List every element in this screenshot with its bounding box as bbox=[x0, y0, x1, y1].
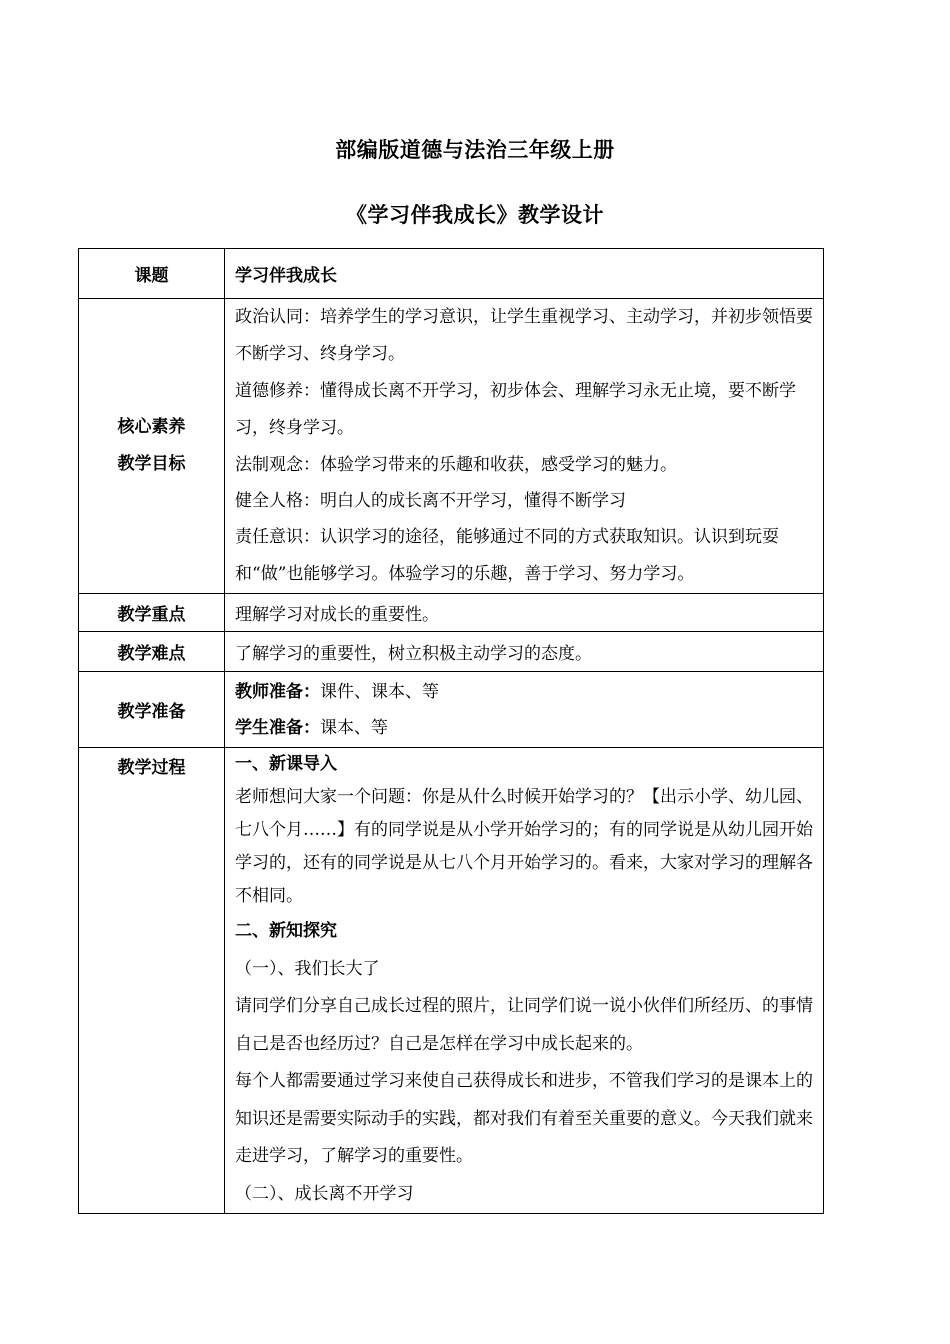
process-value bbox=[225, 748, 824, 1214]
prep-value bbox=[225, 672, 824, 748]
teacher-prep bbox=[235, 674, 815, 710]
teacher-prep-value: 课件、课本、等 bbox=[320, 681, 439, 702]
student-prep-value: 课本、等 bbox=[320, 717, 388, 738]
process-sub1-text2: 每个人都需要通过学习来使自己获得成长和进步，不管我们学习的是课本上的知识还是需要实际动手的实践，都对我们有着至关重要的意义。今天我们就来走进学习，了解学习的重要性。 bbox=[235, 1071, 813, 1166]
difficulty-label: 教学难点 bbox=[79, 632, 225, 672]
process-sec1-text: 老师想问大家一个问题：你是从什么时候开始学习的？【出示小学、幼儿园、七八个月……】有的同学说是从小学开始学习的；有的同学说是从幼儿园开始学习的，还有的同学说是从七八个月开始学习的。看来，大家对学习的理解各不相同。 bbox=[235, 787, 813, 906]
key-value: 理解学习对成长的重要性。 bbox=[225, 594, 824, 632]
process-sec1-heading: 一、新课导入 bbox=[235, 754, 337, 774]
process-label-text: 教学过程 bbox=[117, 758, 186, 778]
goal-political: 政治认同：培养学生的学习意识，让学生重视学习、主动学习，并初步领悟要不断学习、终身学习。 bbox=[235, 307, 813, 364]
row-preparation bbox=[79, 672, 824, 748]
goals-label-line1: 核心素养 bbox=[117, 417, 186, 437]
process-sub1-text1: 请同学们分享自己成长过程的照片，让同学们说一说小伙伴们所经历、的事情自己是否也经历过？自己是怎样在学习中成长起来的。 bbox=[235, 996, 813, 1054]
topic-label: 课题 bbox=[79, 249, 225, 299]
key-label: 教学重点 bbox=[79, 594, 225, 632]
goals-label-line2: 教学目标 bbox=[117, 454, 186, 474]
student-prep bbox=[235, 710, 815, 746]
lesson-plan-table bbox=[78, 248, 824, 1214]
goal-law: 法制观念：体验学习带来的乐趣和收获，感受学习的魅力。 bbox=[235, 455, 677, 475]
process-label bbox=[79, 748, 225, 1214]
row-process bbox=[79, 748, 824, 1214]
student-prep-label: 学生准备： bbox=[235, 717, 320, 738]
doc-title-line2: 《学习伴我成长》教学设计 bbox=[346, 203, 604, 227]
process-sub2-heading: （二）、成长离不开学习 bbox=[235, 1183, 414, 1204]
difficulty-value: 了解学习的重要性，树立积极主动学习的态度。 bbox=[225, 632, 824, 672]
process-sub1-heading: （一）、我们长大了 bbox=[235, 958, 380, 979]
process-sec2-heading: 二、新知探究 bbox=[235, 921, 337, 941]
goal-moral: 道德修养：懂得成长离不开学习，初步体会、理解学习永无止境，要不断学习，终身学习。 bbox=[235, 381, 796, 438]
prep-label: 教学准备 bbox=[79, 672, 225, 748]
teacher-prep-label: 教师准备： bbox=[235, 681, 320, 702]
row-key-point bbox=[79, 594, 824, 632]
row-difficulty bbox=[79, 632, 824, 672]
row-goals bbox=[79, 299, 824, 594]
doc-title-line1: 部编版道德与法治三年级上册 bbox=[335, 138, 615, 162]
row-topic bbox=[79, 249, 824, 299]
goal-personality: 健全人格：明白人的成长离不开学习，懂得不断学习 bbox=[235, 491, 626, 511]
topic-value: 学习伴我成长 bbox=[225, 249, 824, 299]
goals-value bbox=[225, 299, 824, 594]
goals-label bbox=[79, 299, 225, 594]
goal-responsibility: 责任意识：认识学习的途径，能够通过不同的方式获取知识。认识到玩耍和“做”也能够学习。体验学习的乐趣，善于学习、努力学习。 bbox=[235, 527, 779, 584]
